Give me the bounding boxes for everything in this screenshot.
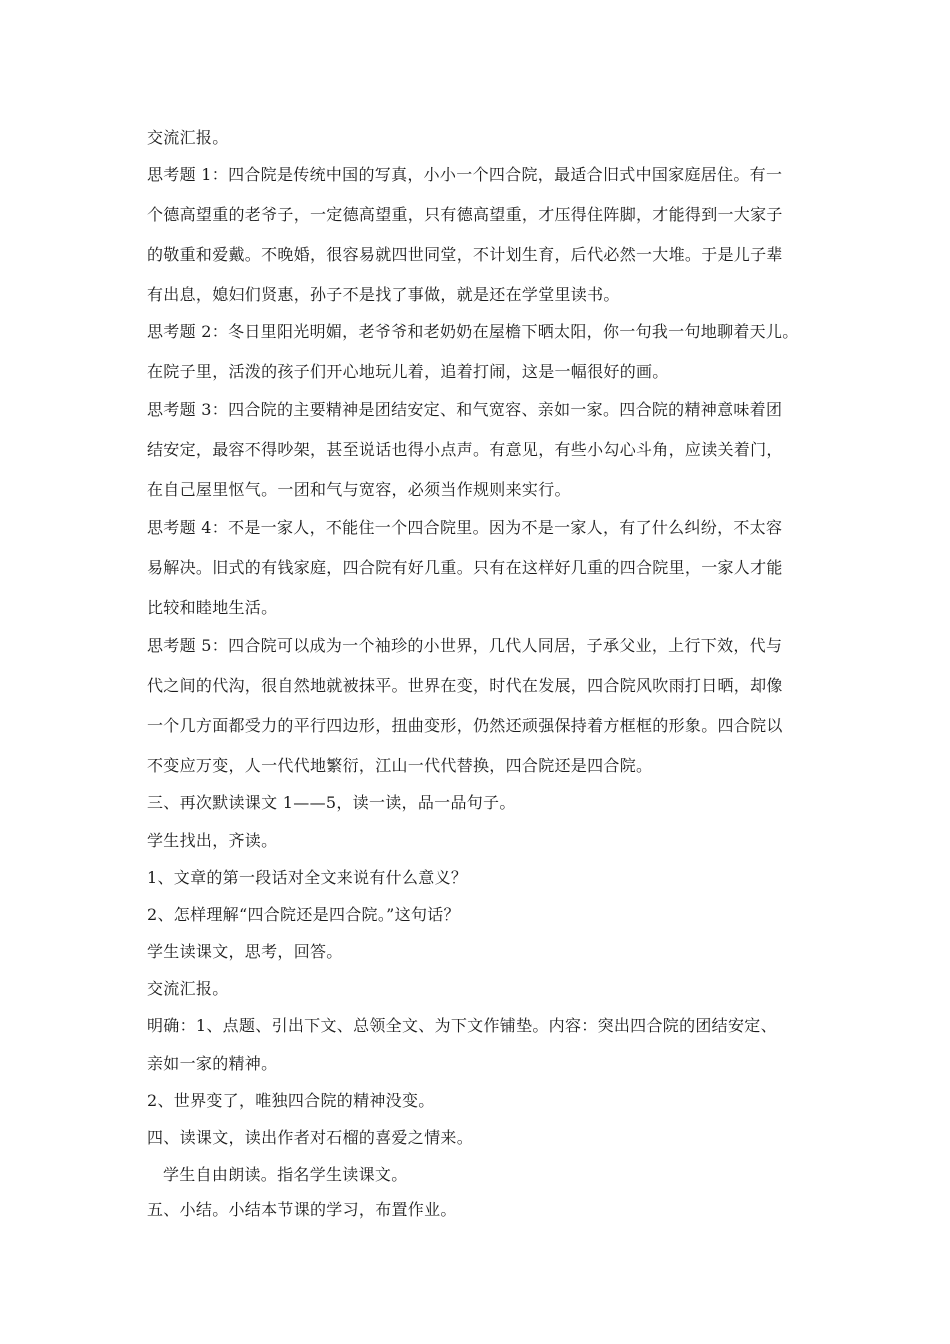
- text-line: 结安定，最容不得吵架，甚至说话也得小点声。有意见，有些小勾心斗角，应读关着门，: [147, 440, 783, 459]
- text-line: 在自己屋里怄气。一团和气与宽容，必须当作规则来实行。: [147, 480, 571, 499]
- text-line: 明确：1、点题、引出下文、总领全文、为下文作铺垫。内容：突出四合院的团结安定、: [147, 1016, 777, 1035]
- text-line: 的敬重和爱戴。不晚婚，很容易就四世同堂，不计划生育，后代必然一大堆。于是儿子辈: [147, 245, 783, 264]
- text-line: 思考题 3：四合院的主要精神是团结安定、和气宽容、亲如一家。四合院的精神意味着团: [147, 400, 783, 419]
- text-line: 代之间的代沟，很自然地就被抹平。世界在变，时代在发展，四合院风吹雨打日晒，却像: [147, 676, 783, 695]
- text-line: 在院子里，活泼的孩子们开心地玩儿着，追着打闹，这是一幅很好的画。: [147, 362, 669, 381]
- text-line: 五、小结。小结本节课的学习，布置作业。: [147, 1200, 457, 1219]
- text-line: 思考题 4：不是一家人，不能住一个四合院里。因为不是一家人，有了什么纠纷，不太容: [147, 518, 783, 537]
- text-line: 2、世界变了，唯独四合院的精神没变。: [147, 1091, 435, 1110]
- text-line: 学生自由朗读。指名学生读课文。: [163, 1165, 408, 1184]
- text-line: 不变应万变，人一代代地繁衍，江山一代代替换，四合院还是四合院。: [147, 756, 653, 775]
- text-line: 学生找出，齐读。: [147, 831, 278, 850]
- text-line: 个德高望重的老爷子，一定德高望重，只有德高望重，才压得住阵脚，才能得到一大家子: [147, 205, 783, 224]
- text-line: 1、文章的第一段话对全文来说有什么意义？: [147, 868, 468, 887]
- text-line: 有出息，媳妇们贤惠，孙子不是找了事做，就是还在学堂里读书。: [147, 285, 620, 304]
- text-line: 交流汇报。: [147, 979, 229, 998]
- text-line: 2、怎样理解“四合院还是四合院。”这句话？: [147, 905, 460, 924]
- text-line: 一个几方面都受力的平行四边形，扭曲变形，仍然还顽强保持着方框框的形象。四合院以: [147, 716, 783, 735]
- text-line: 思考题 2：冬日里阳光明媚，老爷爷和老奶奶在屋檐下晒太阳，你一句我一句地聊着天儿。: [147, 322, 799, 341]
- text-line: 四、读课文，读出作者对石榴的喜爱之情来。: [147, 1128, 474, 1147]
- text-line: 亲如一家的精神。: [147, 1054, 278, 1073]
- text-line: 三、再次默读课文 1——5，读一读，品一品句子。: [147, 793, 516, 812]
- text-line: 易解决。旧式的有钱家庭，四合院有好几重。只有在这样好几重的四合院里，一家人才能: [147, 558, 783, 577]
- text-line: 比较和睦地生活。: [147, 598, 278, 617]
- text-line: 思考题 5：四合院可以成为一个袖珍的小世界，几代人同居，子承父业，上行下效，代与: [147, 636, 783, 655]
- text-line: 思考题 1：四合院是传统中国的写真，小小一个四合院，最适合旧式中国家庭居住。有一: [147, 165, 783, 184]
- text-line: 交流汇报。: [147, 128, 229, 147]
- text-line: 学生读课文，思考，回答。: [147, 942, 343, 961]
